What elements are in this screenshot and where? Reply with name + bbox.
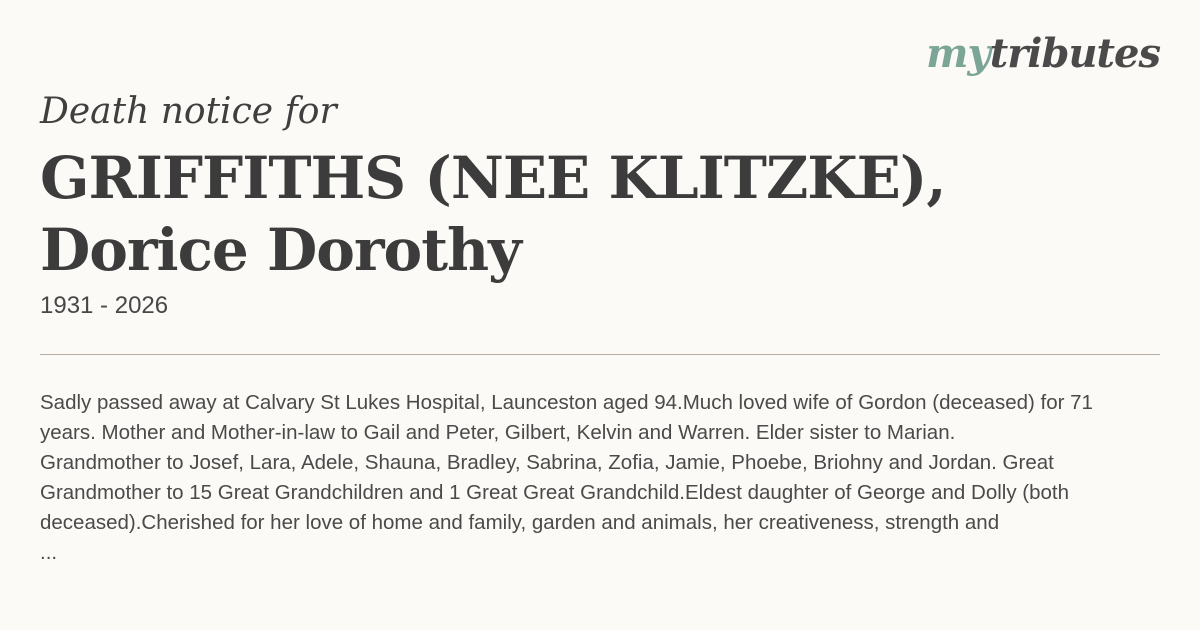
deceased-given-names: Dorice Dorothy bbox=[40, 216, 521, 284]
notice-line: years. Mother and Mother-in-law to Gail and Peter, Gilbert, Kelvin and Warren. Elder sister to Marian. bbox=[40, 421, 956, 444]
mytributes-logo bbox=[926, 30, 1160, 77]
deceased-name bbox=[40, 142, 946, 286]
deceased-surname: GRIFFITHS (NEE KLITZKE), bbox=[40, 144, 946, 212]
divider bbox=[40, 354, 1160, 355]
logo-tributes: tributes bbox=[989, 30, 1160, 77]
notice-intro: Death notice for bbox=[40, 91, 337, 132]
notice-line: Grandmother to Josef, Lara, Adele, Shauna, Bradley, Sabrina, Zofia, Jamie, Phoebe, Briohny and Jordan. Great bbox=[40, 451, 1054, 474]
notice-line: Grandmother to 15 Great Grandchildren and 1 Great Great Grandchild.Eldest daughter of George and Dolly (both bbox=[40, 481, 1069, 504]
notice-line: Sadly passed away at Calvary St Lukes Hospital, Launceston aged 94.Much loved wife of Gordon (deceased) for 71 bbox=[40, 391, 1093, 414]
notice-text bbox=[40, 388, 1180, 568]
notice-ellipsis: ... bbox=[40, 541, 58, 564]
notice-line: deceased).Cherished for her love of home and family, garden and animals, her creativeness, strength and bbox=[40, 511, 1000, 534]
logo-my: my bbox=[926, 30, 990, 77]
life-years: 1931 - 2026 bbox=[40, 292, 169, 319]
